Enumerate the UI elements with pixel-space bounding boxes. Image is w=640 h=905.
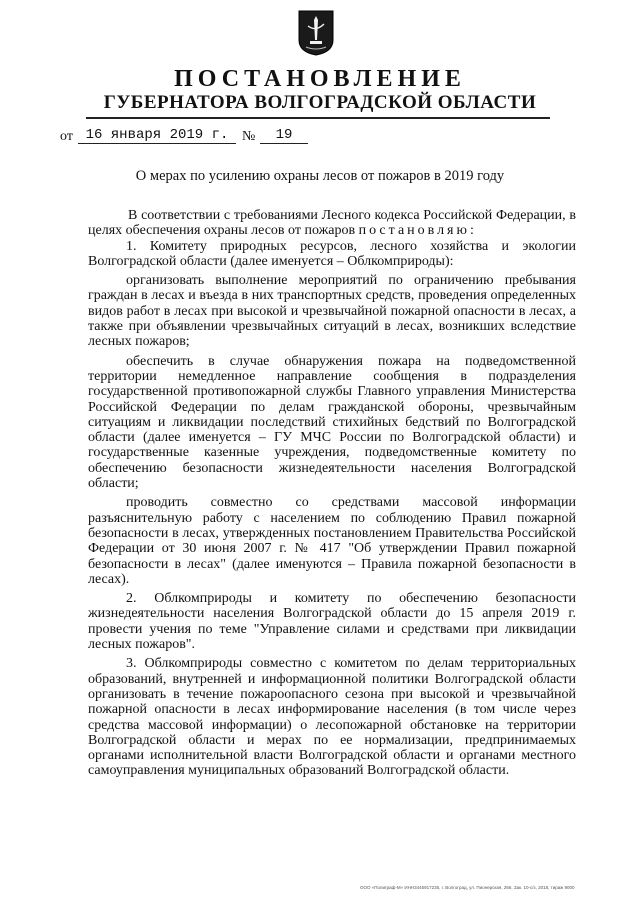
intro-paragraph: [88, 208, 576, 239]
paragraph-1b: обеспечить в случае обнаружения пожара на подведомственной территории немедленное направление сообщения в подразделения государственной противопожарной службы Главного управления Министерства Российской Федерации по делам гражданской обороны, чрезвычайным ситуациям и ликвидации последствий стихийных бедствий по Волгоградской области (далее именуется – ГУ МЧС России по Волгоградской области) и государственные казенные учреждения, подведомственные комитету по обеспечению безопасности жизнедеятельности населения Волгоградской области;: [88, 353, 576, 492]
paragraph-1c: проводить совместно со средствами массовой информации разъяснительную работу с населением по соблюдению Правил пожарной безопасности в лесах, утвержденных постановлением Правительства Российской Федерации от 30 июня 2007 г. № 417 "Об утверждении Правил пожарной безопасности в лесах" (далее именуются – Правила пожарной безопасности в лесах).: [88, 495, 576, 587]
number-prefix: №: [242, 129, 256, 144]
issuer-title: ГУБЕРНАТОРА ВОЛГОГРАДСКОЙ ОБЛАСТИ: [103, 92, 537, 113]
paragraph-1a: организовать выполнение мероприятий по ограничению пребывания граждан в лесах и въезда в них транспортных средств, проведения определенных видов работ в лесах при высокой и чрезвычайной пожарной опасности в лесах, а также при объявлении чрезвычайных ситуаций в лесах, возникших вследствие лесных пожаров;: [88, 273, 576, 350]
paragraph-3: 3. Облкомприроды совместно с комитетом по делам территориальных образований, внутренней и информационной политики Волгоградской области организовать в течение пожароопасного сезона при высокой и чрезвычайной пожарной опасности в лесах информирование населения (в том числе через средства массовой информации) о лесопожарной обстановке на территории Волгоградской области и мерах по ее нормализации, предпринимаемых органами исполнительной власти Волгоградской области и органами местного самоуправления муниципальных образований Волгоградской области.: [88, 656, 576, 779]
document-type-title: ПОСТАНОВЛЕНИЕ: [174, 66, 466, 92]
document-body: [88, 208, 576, 779]
document-number: 19: [260, 127, 308, 144]
printer-imprint: ООО «Полиграф-М» ИНН3445917235, г. Волгоград, ул. Пионерская, 266. Зак. 10-с/з, 2018, тираж 9000: [360, 885, 575, 890]
title-divider: [86, 117, 550, 119]
paragraph-1: 1. Комитету природных ресурсов, лесного хозяйства и экологии Волгоградской области (далее именуется – Облкомприроды):: [88, 238, 576, 269]
decree-word: постановляю:: [358, 223, 477, 239]
intro-text: В соответствии с требованиями Лесного кодекса Российской Федерации, в целях обеспечения охраны лесов от пожаров: [88, 208, 576, 239]
paragraph-2: 2. Облкомприроды и комитету по обеспечению безопасности жизнедеятельности населения Волгоградской области до 15 апреля 2019 г. провести учения по теме "Управление силами и средствами при ликвидации лесных пожаров".: [88, 591, 576, 653]
document-subject: О мерах по усилению охраны лесов от пожаров в 2019 году: [135, 168, 505, 184]
document-date: 16 января 2019 г.: [78, 127, 236, 144]
volgograd-coat-of-arms-icon: [298, 10, 334, 56]
date-prefix: от: [60, 129, 73, 144]
